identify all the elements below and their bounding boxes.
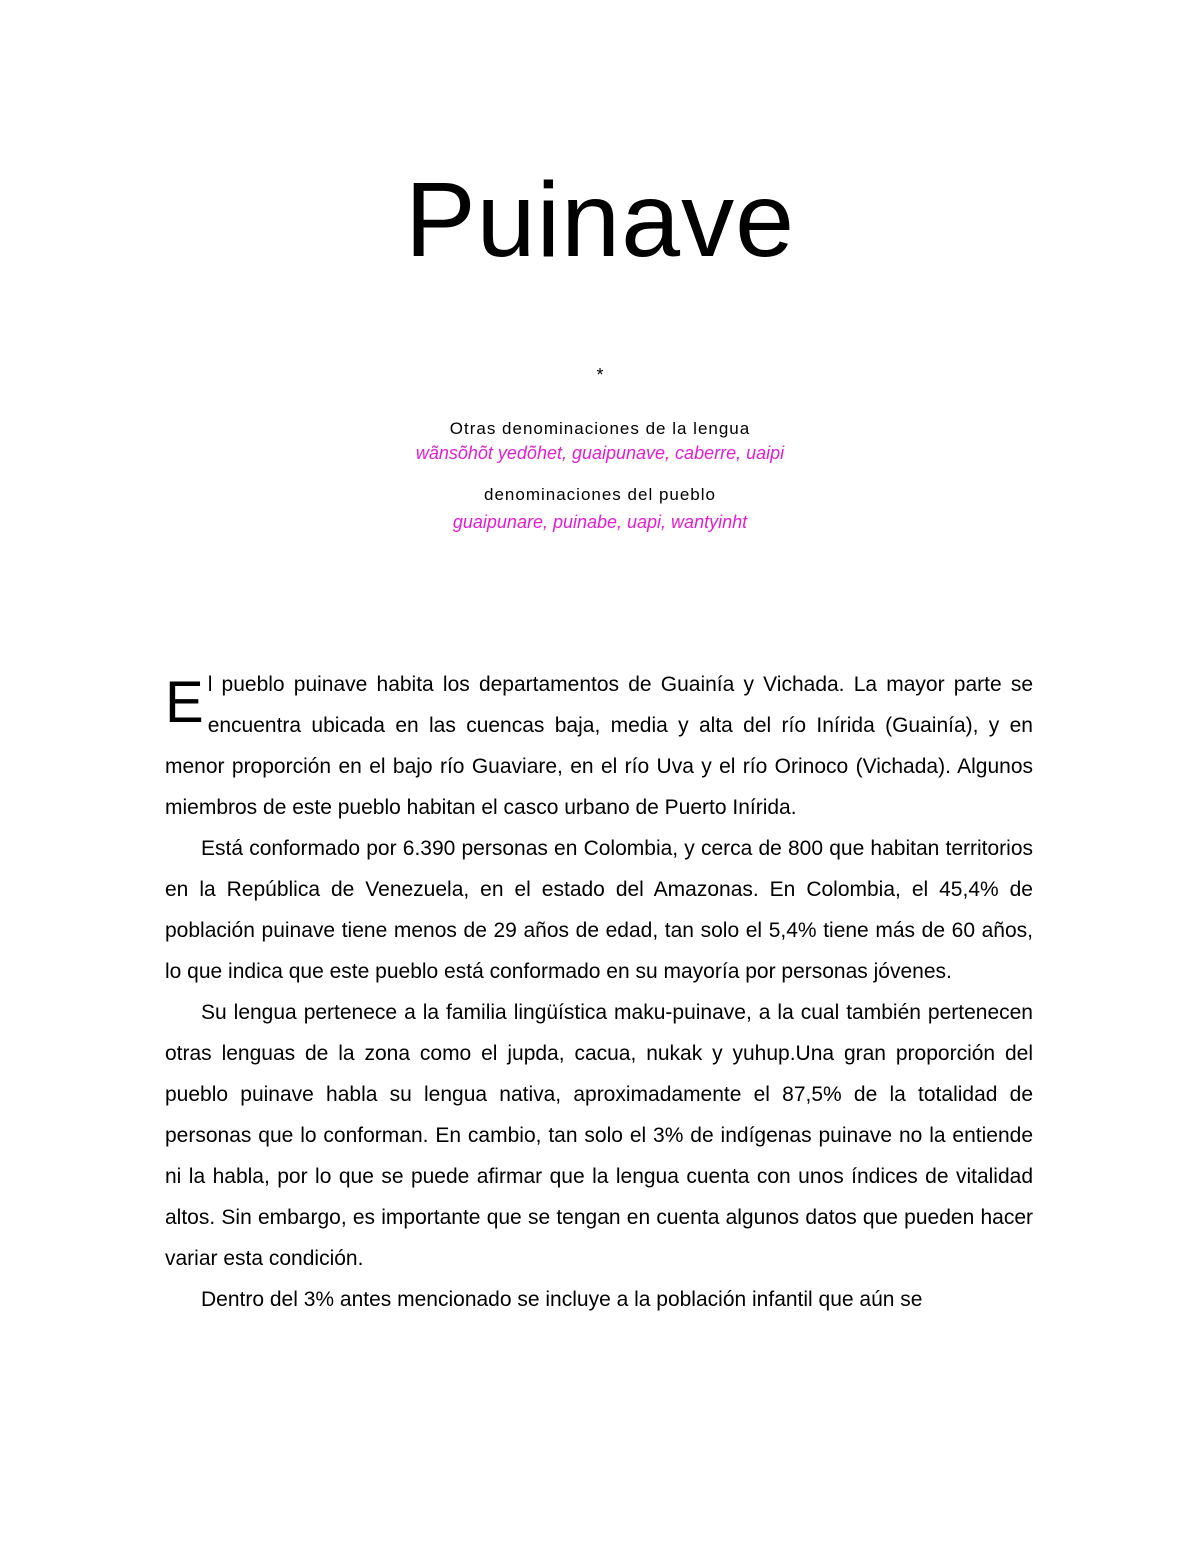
paragraph-1-text: l pueblo puinave habita los departamentos de Guainía y Vichada. La mayor parte se encuentra ubicada en las cuencas baja, media y alta del río Inírida (Guainía), y en menor proporción en el bajo río Guaviare, en el río Uva y el río Orinoco (Vichada). Algunos miembros de este pueblo habitan el casco urbano de Puerto Inírida. — [165, 673, 1033, 819]
drop-cap: E — [165, 670, 204, 735]
other-names-label: Otras denominaciones de la lengua — [449, 419, 751, 438]
paragraph-4: Dentro del 3% antes mencionado se incluye a la población infantil que aún se — [201, 1288, 923, 1311]
other-names-values: wãnsõhõt yedõhet, guaipunave, caberre, uaipi — [415, 443, 785, 463]
separator-asterisk: * — [596, 365, 604, 385]
people-names-values: guaipunare, puinabe, uapi, wantyinht — [452, 512, 748, 532]
people-names-label: denominaciones del pueblo — [484, 485, 716, 504]
paragraph-1 — [165, 664, 1033, 828]
paragraph-3: Su lengua pertenece a la familia lingüística maku-puinave, a la cual también pertenecen otras lenguas de la zona como el jupda, cacua, nukak y yuhup.Una gran proporción del pueblo puinave habla su lengua nativa, aproximadamente el 87,5% de la totalidad de personas que lo conforman. En cambio, tan solo el 3% de indígenas puinave no la entiende ni la habla, por lo que se puede afirmar que la lengua cuenta con unos índices de vitalidad altos. Sin embargo, es importante que se tengan en cuenta algunos datos que pueden hacer variar esta condición. — [165, 1001, 1033, 1270]
page-title: Puinave — [404, 161, 796, 279]
body-text — [165, 664, 1033, 1320]
paragraph-2: Está conformado por 6.390 personas en Colombia, y cerca de 800 que habitan territorios en la República de Venezuela, en el estado del Amazonas. En Colombia, el 45,4% de población puinave tiene menos de 29 años de edad, tan solo el 5,4% tiene más de 60 años, lo que indica que este pueblo está conformado en su mayoría por personas jóvenes. — [165, 837, 1033, 983]
